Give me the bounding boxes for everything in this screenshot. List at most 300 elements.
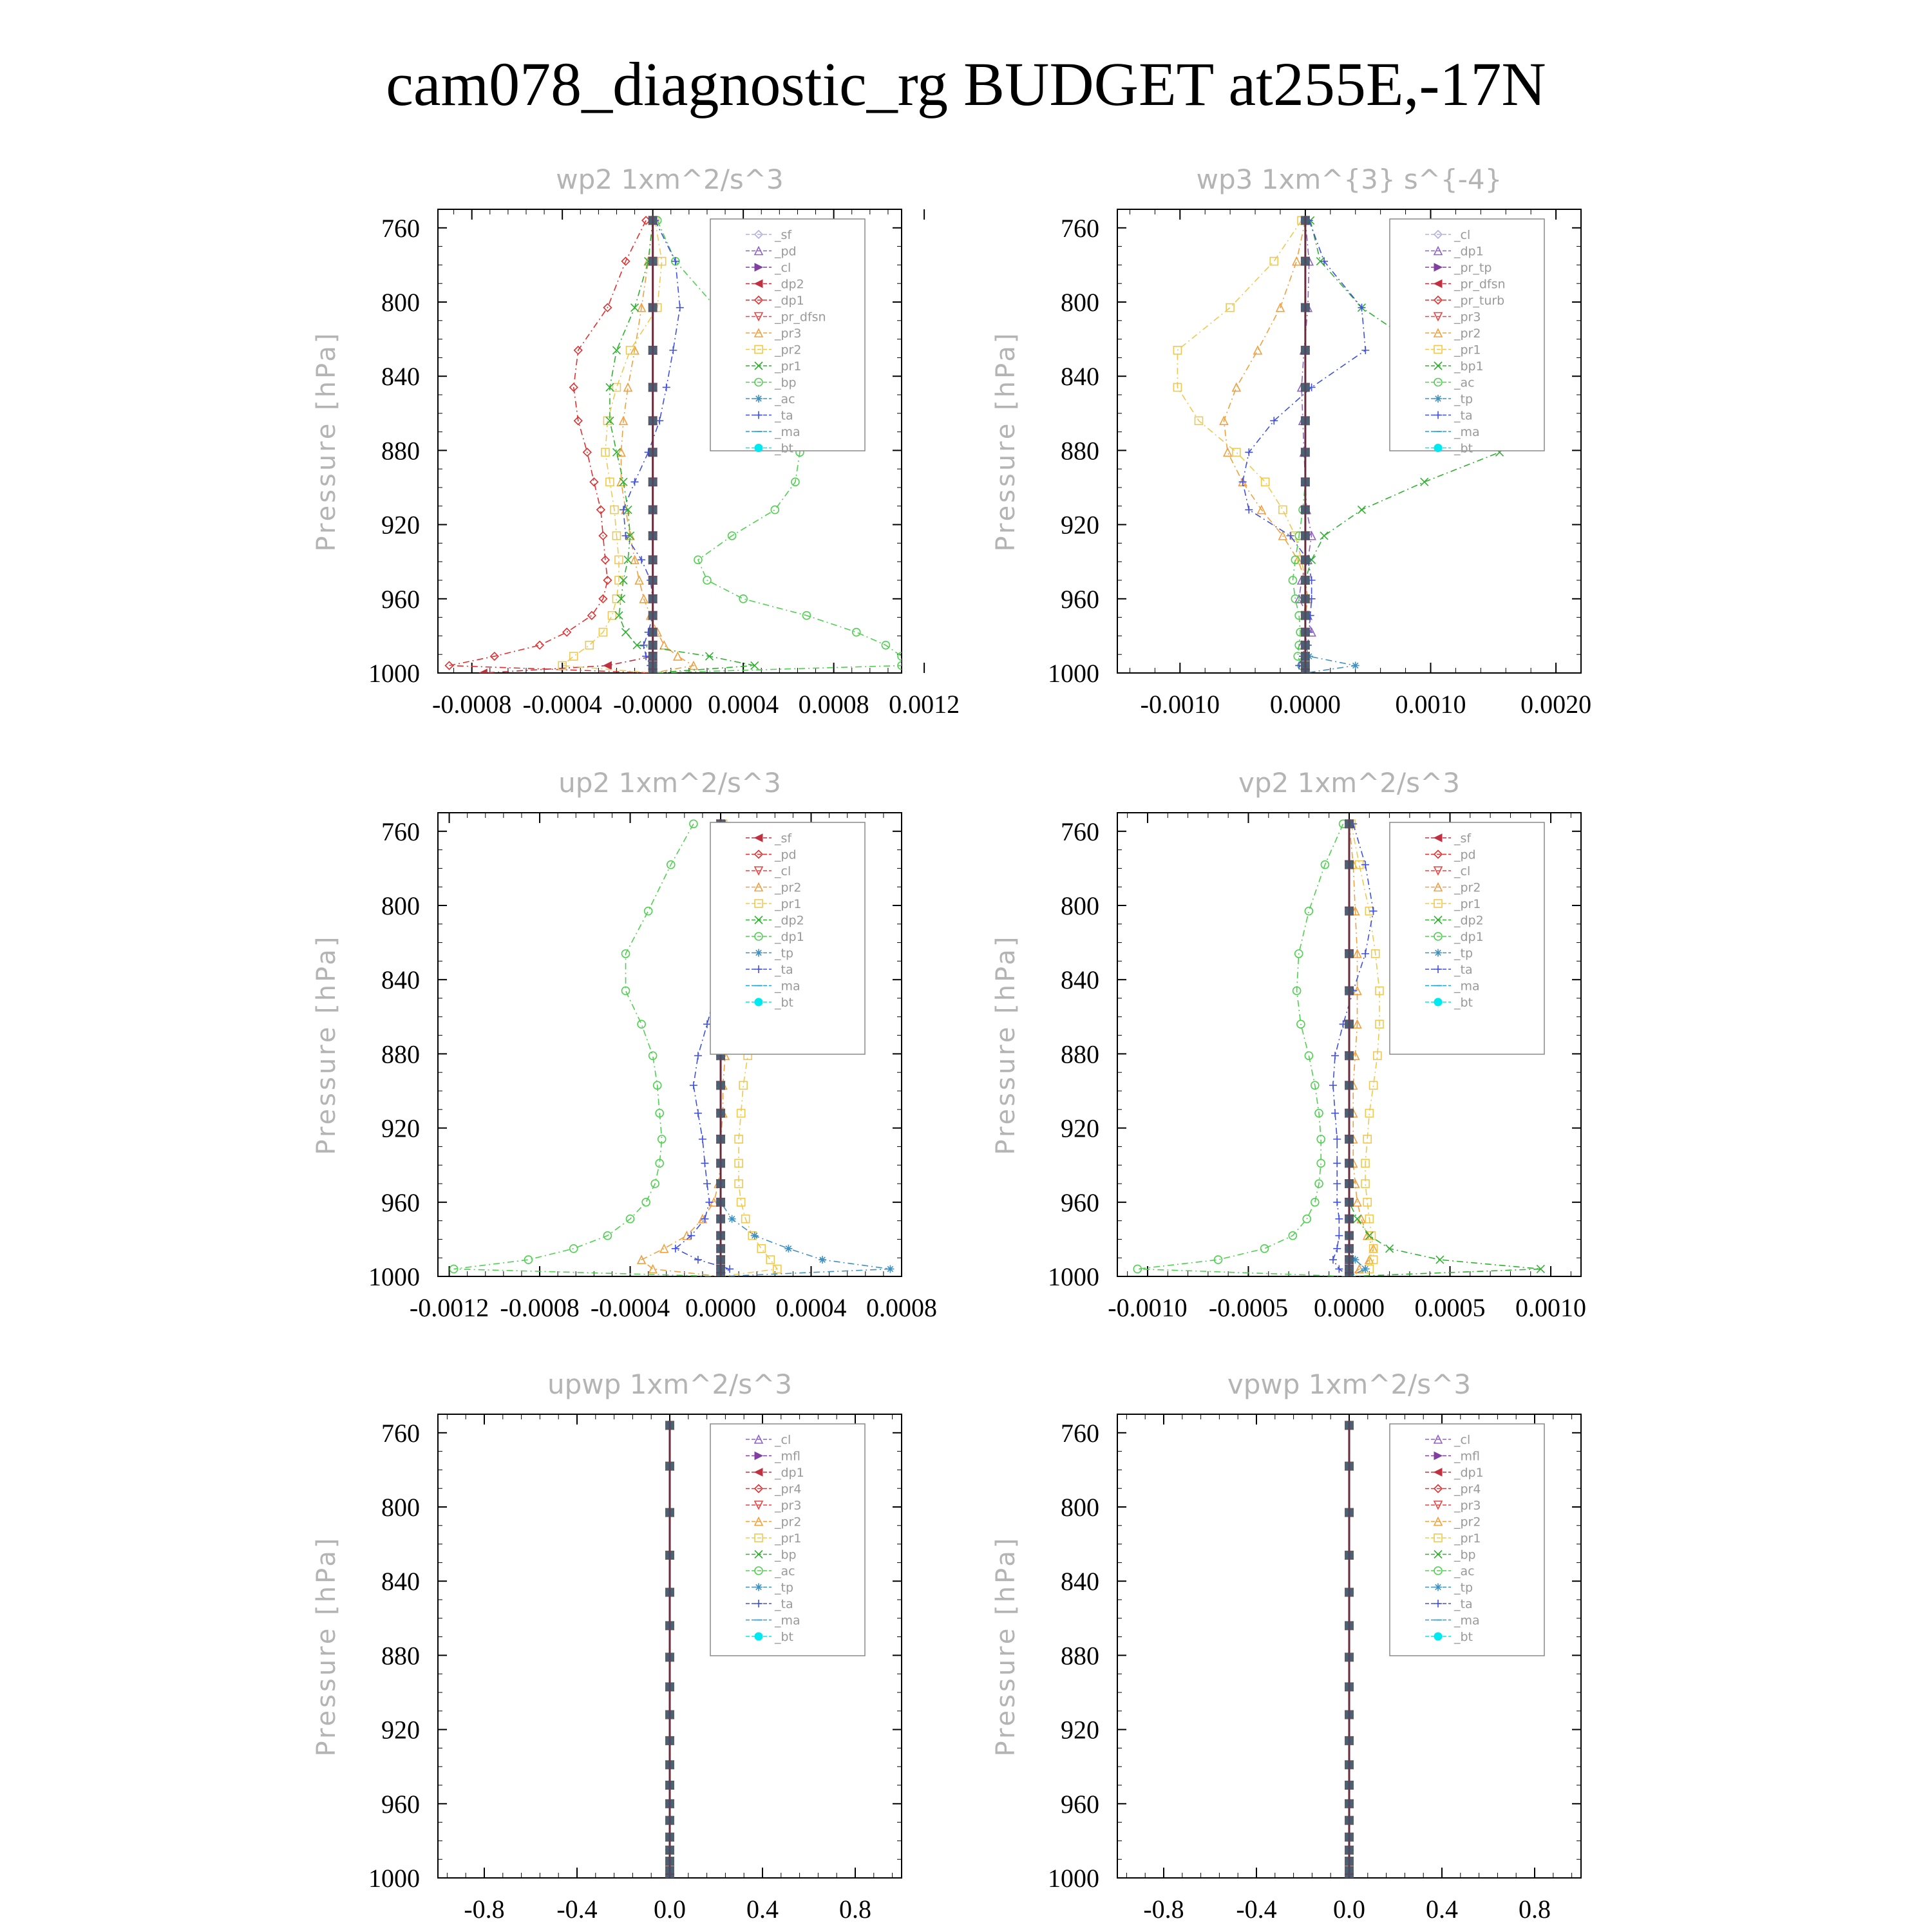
series-line — [1333, 824, 1374, 1276]
stacked-marker — [1345, 1215, 1354, 1224]
stacked-marker — [1345, 1857, 1354, 1866]
x-tick-label: -0.8 — [1143, 1895, 1184, 1924]
stacked-marker — [1345, 819, 1354, 828]
y-tick-label: 840 — [381, 362, 420, 392]
y-tick-label: 840 — [1061, 362, 1099, 392]
legend-label: _sf — [1454, 831, 1472, 846]
data-point — [1386, 1245, 1394, 1253]
data-point — [784, 1245, 792, 1253]
y-tick-label: 760 — [381, 1418, 420, 1448]
zero-line-stack — [649, 216, 658, 677]
legend-label: _bt — [1454, 441, 1473, 456]
data-point — [663, 383, 670, 391]
data-point — [1245, 506, 1253, 514]
data-point — [690, 1081, 697, 1089]
stacked-marker — [1345, 1508, 1354, 1517]
panel-6 — [991, 1368, 1581, 1924]
data-point — [771, 506, 779, 514]
legend-label: _pr_dfsn — [1454, 277, 1506, 292]
x-tick-label: 0.0 — [1333, 1895, 1365, 1924]
x-tick-label: -0.0004 — [522, 690, 602, 719]
data-point — [1370, 1081, 1378, 1089]
series-line — [483, 220, 652, 673]
x-tick-label: -0.0012 — [409, 1293, 489, 1322]
zero-line-stack — [1345, 819, 1354, 1281]
stacked-marker — [1301, 668, 1310, 677]
legend-marker — [1434, 1633, 1442, 1640]
panel-title: wp2 1xm^2/s^3 — [556, 164, 784, 195]
data-point — [1421, 478, 1428, 486]
x-tick-label: 0.0012 — [889, 690, 960, 719]
data-point — [479, 669, 487, 677]
stacked-marker — [1345, 1760, 1354, 1769]
y-tick-label: 920 — [381, 510, 420, 540]
stacked-marker — [716, 1159, 725, 1168]
stacked-marker — [665, 1816, 674, 1825]
stacked-marker — [1345, 1179, 1354, 1188]
stacked-marker — [665, 1587, 674, 1596]
stacked-marker — [1345, 986, 1354, 995]
x-tick-label: 0.4 — [746, 1895, 779, 1924]
panel-5 — [312, 1368, 902, 1924]
x-tick-label: -0.0000 — [612, 690, 693, 719]
series-line — [1177, 220, 1305, 673]
stacked-marker — [1345, 1816, 1354, 1825]
stacked-marker — [716, 1244, 725, 1253]
stacked-marker — [665, 1710, 674, 1719]
legend-label: _pr3 — [775, 1499, 802, 1513]
legend-label: _pr1 — [1454, 897, 1481, 911]
x-tick-label: -0.4 — [1236, 1895, 1277, 1924]
panel-2 — [991, 164, 1591, 719]
stacked-marker — [1301, 628, 1310, 637]
stacked-marker — [1345, 1736, 1354, 1745]
y-tick-label: 840 — [381, 965, 420, 995]
panel-4 — [991, 767, 1586, 1322]
legend-label: _pr3 — [1454, 1499, 1481, 1513]
stacked-marker — [665, 1857, 674, 1866]
data-point — [536, 641, 544, 649]
legend-label: _pr_dfsn — [775, 310, 826, 325]
legend-label: _pr2 — [1454, 1515, 1481, 1530]
y-tick-label: 1000 — [1048, 659, 1099, 688]
stacked-marker — [1345, 1799, 1354, 1808]
legend-label: _bt — [1454, 996, 1473, 1010]
series-pr1 — [1345, 820, 1383, 1280]
stacked-marker — [716, 1109, 725, 1118]
y-tick-label: 960 — [1061, 584, 1099, 614]
stacked-marker — [716, 1198, 725, 1207]
data-point — [638, 1020, 645, 1028]
stacked-marker — [1345, 1462, 1354, 1471]
y-tick-label: 760 — [1061, 213, 1099, 243]
data-point — [1352, 661, 1359, 669]
data-point — [588, 612, 596, 620]
data-point — [1333, 1135, 1341, 1143]
stacked-marker — [649, 555, 658, 564]
stacked-marker — [1345, 1653, 1354, 1662]
y-tick-label: 960 — [381, 1789, 420, 1819]
legend-label: _bt — [775, 441, 794, 456]
legend-label: _pr1 — [775, 897, 802, 911]
legend-label: _ac — [775, 1564, 795, 1578]
y-tick-label: 920 — [381, 1113, 420, 1143]
stacked-marker — [649, 576, 658, 585]
stacked-marker — [665, 1551, 674, 1560]
y-tick-label: 800 — [381, 891, 420, 920]
legend-label: _pr2 — [1454, 880, 1481, 895]
legend-label: _cl — [1454, 228, 1471, 242]
legend-label: _pr3 — [775, 327, 802, 341]
data-point — [728, 1215, 736, 1223]
panel-title: up2 1xm^2/s^3 — [558, 767, 781, 799]
y-tick-label: 760 — [381, 213, 420, 243]
y-tick-label: 960 — [1061, 1789, 1099, 1819]
legend-label: _pr2 — [775, 1515, 802, 1530]
stacked-marker — [649, 477, 658, 486]
series-line — [1349, 824, 1374, 1276]
data-point — [669, 346, 677, 354]
series-line — [454, 824, 721, 1276]
legend-label: _mfl — [1454, 1449, 1480, 1464]
stacked-marker — [649, 652, 658, 661]
data-point — [642, 1198, 650, 1206]
x-tick-label: 0.0010 — [1515, 1293, 1587, 1322]
legend-label: _cl — [1454, 1433, 1471, 1447]
series-line — [450, 220, 653, 673]
y-tick-label: 960 — [381, 584, 420, 614]
y-tick-label: 800 — [1061, 288, 1099, 317]
plot-area — [665, 1421, 674, 1882]
zero-line-stack — [1345, 1421, 1354, 1882]
y-axis-label: Pressure [hPa] — [991, 934, 1021, 1155]
data-point — [636, 576, 643, 584]
stacked-marker — [1301, 506, 1310, 515]
stacked-marker — [1345, 907, 1354, 916]
x-tick-label: 0.0000 — [1314, 1293, 1385, 1322]
series-pr2 — [558, 216, 666, 677]
stacked-marker — [1345, 1846, 1354, 1855]
legend-label: _tp — [1454, 946, 1473, 961]
legend-label: _dp2 — [775, 277, 804, 292]
data-point — [1335, 1232, 1343, 1240]
legend-label: _ta — [775, 963, 793, 977]
legend-label: _ma — [775, 1613, 800, 1628]
legend-label: _pr3 — [1454, 310, 1481, 325]
data-point — [751, 661, 759, 669]
legend-label: _cl — [1454, 864, 1471, 878]
stacked-marker — [649, 628, 658, 637]
figure-title: cam078_diagnostic_rg BUDGET at255E,-17N — [386, 50, 1546, 118]
panel-title: wp3 1xm^{3} s^{-4} — [1196, 164, 1502, 195]
legend-label: _pr2 — [775, 880, 802, 895]
stacked-marker — [716, 1255, 725, 1264]
legend-marker — [755, 444, 762, 452]
legend-marker — [1434, 998, 1442, 1006]
legend-label: _pr_turb — [1454, 294, 1505, 308]
legend-label: _ma — [1454, 979, 1480, 994]
stacked-marker — [716, 1231, 725, 1240]
x-tick-label: -0.0010 — [1108, 1293, 1188, 1322]
x-tick-label: 0.0020 — [1520, 690, 1592, 719]
legend-label: _ma — [775, 425, 800, 439]
stacked-marker — [1345, 1051, 1354, 1060]
x-tick-label: 0.0000 — [1269, 690, 1341, 719]
data-point — [1333, 1245, 1341, 1253]
y-tick-label: 880 — [381, 436, 420, 466]
data-point — [1358, 506, 1365, 514]
legend-label: _ta — [1454, 963, 1473, 977]
stacked-marker — [1301, 477, 1310, 486]
data-point — [622, 629, 630, 636]
stacked-marker — [1301, 346, 1310, 355]
data-point — [631, 304, 639, 312]
legend-label: _ta — [1454, 408, 1473, 423]
data-point — [751, 1232, 759, 1240]
stacked-marker — [1301, 652, 1310, 661]
legend-label: _cl — [775, 864, 791, 878]
legend-label: _pd — [1454, 848, 1476, 862]
legend-label: _pr_tp — [1454, 261, 1492, 275]
stacked-marker — [1345, 1421, 1354, 1430]
stacked-marker — [649, 383, 658, 392]
panel-title: vpwp 1xm^2/s^3 — [1227, 1368, 1472, 1400]
legend-label: _pr2 — [775, 343, 802, 357]
data-point — [660, 641, 668, 649]
legend-marker — [1434, 395, 1442, 402]
y-tick-label: 920 — [1061, 1113, 1099, 1143]
x-tick-label: 0.8 — [1519, 1895, 1551, 1924]
data-point — [886, 1265, 894, 1273]
zero-line-stack — [665, 1421, 674, 1882]
y-tick-label: 840 — [381, 1567, 420, 1596]
stacked-marker — [1345, 1272, 1354, 1281]
legend-marker — [755, 395, 762, 402]
data-point — [853, 629, 860, 636]
series-dp1 — [446, 216, 657, 677]
legend-label: _tp — [1454, 1580, 1473, 1595]
stacked-marker — [1345, 1682, 1354, 1691]
series-ta — [620, 216, 684, 677]
stacked-marker — [665, 1833, 674, 1842]
data-point — [622, 532, 630, 540]
data-point — [645, 907, 652, 915]
series-line — [1224, 220, 1307, 673]
legend-label: _dp2 — [775, 913, 804, 928]
legend-label: _pr1 — [775, 359, 802, 374]
series-dp2 — [479, 216, 656, 677]
y-tick-label: 1000 — [368, 659, 420, 688]
series-pr1 — [1173, 216, 1309, 677]
data-point — [660, 1245, 668, 1253]
x-tick-label: -0.8 — [464, 1895, 505, 1924]
legend-marker — [1434, 444, 1442, 452]
y-tick-label: 760 — [1061, 817, 1099, 846]
legend-label: _pr4 — [1454, 1482, 1481, 1497]
legend-label: _dp1 — [1454, 244, 1484, 259]
x-tick-label: 0.0004 — [775, 1293, 847, 1322]
stacked-marker — [665, 1682, 674, 1691]
data-point — [640, 641, 648, 649]
data-point — [612, 595, 620, 603]
data-point — [1254, 346, 1262, 354]
data-point — [1333, 1198, 1341, 1206]
data-point — [1293, 258, 1300, 265]
panel-3 — [312, 767, 937, 1322]
stacked-marker — [649, 346, 658, 355]
stacked-marker — [1301, 383, 1310, 392]
legend-label: _tp — [1454, 392, 1473, 406]
x-tick-label: 0.4 — [1426, 1895, 1458, 1924]
data-point — [674, 652, 681, 660]
legend-label: _mfl — [775, 1449, 800, 1464]
data-point — [694, 1052, 702, 1059]
stacked-marker — [1345, 1551, 1354, 1560]
legend-label: _pr4 — [775, 1482, 802, 1497]
data-point — [1279, 506, 1287, 514]
data-point — [590, 478, 598, 486]
stacked-marker — [1345, 1833, 1354, 1842]
data-point — [1239, 478, 1247, 486]
series-line — [562, 220, 662, 673]
x-tick-label: -0.0004 — [590, 1293, 670, 1322]
y-tick-label: 880 — [1061, 1039, 1099, 1069]
stacked-marker — [1301, 594, 1310, 603]
x-tick-label: -0.0008 — [432, 690, 512, 719]
panel-title: vp2 1xm^2/s^3 — [1238, 767, 1460, 799]
x-tick-label: -0.0005 — [1208, 1293, 1289, 1322]
stacked-marker — [1301, 531, 1310, 540]
stacked-marker — [649, 594, 658, 603]
stacked-marker — [1345, 1710, 1354, 1719]
stacked-marker — [1301, 416, 1310, 425]
stacked-marker — [665, 1621, 674, 1630]
y-tick-label: 800 — [381, 1493, 420, 1522]
stacked-marker — [665, 1846, 674, 1855]
y-tick-label: 880 — [1061, 1641, 1099, 1671]
data-point — [1354, 1215, 1361, 1223]
legend-label: _pr2 — [1454, 327, 1481, 341]
data-point — [1365, 1232, 1373, 1240]
legend-label: _bp — [775, 375, 797, 390]
stacked-marker — [665, 1781, 674, 1790]
series-line — [621, 220, 693, 673]
y-tick-label: 920 — [1061, 1715, 1099, 1745]
stacked-marker — [1345, 1159, 1354, 1168]
y-tick-label: 880 — [381, 1641, 420, 1671]
legend — [1390, 822, 1544, 1054]
y-tick-label: 960 — [381, 1188, 420, 1217]
legend — [710, 1424, 865, 1656]
series-line — [1137, 824, 1349, 1276]
data-point — [676, 304, 684, 312]
stacked-marker — [1345, 949, 1354, 958]
plot-area — [1345, 1421, 1354, 1882]
x-tick-label: 0.0005 — [1414, 1293, 1486, 1322]
y-tick-label: 800 — [1061, 1493, 1099, 1522]
stacked-marker — [1301, 611, 1310, 620]
legend-label: _dp1 — [1454, 1466, 1484, 1480]
stacked-marker — [665, 1653, 674, 1662]
legend-label: _bp — [1454, 1548, 1476, 1562]
series-line — [623, 220, 680, 673]
data-point — [638, 556, 645, 564]
x-tick-label: -0.0008 — [500, 1293, 580, 1322]
stacked-marker — [1345, 1255, 1354, 1264]
legend-label: _ac — [1454, 1564, 1475, 1578]
legend — [710, 219, 865, 456]
data-point — [1287, 532, 1294, 540]
stacked-marker — [716, 1081, 725, 1090]
legend-label: _dp1 — [1454, 930, 1484, 944]
y-tick-label: 880 — [381, 1039, 420, 1069]
stacked-marker — [1301, 448, 1310, 457]
legend-label: _cl — [775, 261, 791, 275]
legend-label: _ac — [775, 392, 795, 406]
data-point — [612, 383, 620, 391]
stacked-marker — [1345, 860, 1354, 869]
y-tick-label: 920 — [1061, 510, 1099, 540]
legend-label: _ma — [1454, 1613, 1480, 1628]
data-point — [1361, 1265, 1369, 1273]
stacked-marker — [1345, 1198, 1354, 1207]
x-tick-label: 0.0008 — [866, 1293, 937, 1322]
series-pr3 — [617, 216, 697, 677]
y-tick-label: 840 — [1061, 1567, 1099, 1596]
y-axis-label: Pressure [hPa] — [312, 934, 341, 1155]
y-tick-label: 800 — [1061, 891, 1099, 920]
stacked-marker — [716, 1179, 725, 1188]
stacked-marker — [649, 611, 658, 620]
legend-label: _pr1 — [1454, 1531, 1481, 1546]
stacked-marker — [1301, 257, 1310, 266]
data-point — [1361, 861, 1369, 869]
y-tick-label: 960 — [1061, 1188, 1099, 1217]
x-tick-label: 0.8 — [839, 1895, 871, 1924]
data-point — [570, 1245, 578, 1253]
data-point — [1317, 1159, 1325, 1167]
stacked-marker — [665, 1421, 674, 1430]
data-point — [1361, 950, 1369, 958]
data-point — [694, 1110, 702, 1117]
y-tick-label: 920 — [381, 1715, 420, 1745]
series-line — [1349, 824, 1365, 1276]
data-point — [701, 1159, 708, 1167]
legend-label: _dp2 — [1454, 913, 1484, 928]
legend-label: _bp1 — [1454, 359, 1484, 374]
stacked-marker — [665, 1799, 674, 1808]
data-point — [603, 661, 611, 669]
legend-marker — [755, 1633, 762, 1640]
stacked-marker — [1301, 555, 1310, 564]
data-point — [1329, 1256, 1337, 1264]
legend-label: _pd — [775, 244, 797, 259]
legend-label: _cl — [775, 1433, 791, 1447]
series-pr2 — [1220, 216, 1311, 677]
series-tp — [1302, 216, 1359, 677]
legend-label: _ma — [1454, 425, 1480, 439]
series-line — [1349, 824, 1379, 1276]
stacked-marker — [665, 1736, 674, 1745]
x-tick-label: 0.0010 — [1395, 690, 1466, 719]
y-tick-label: 760 — [381, 817, 420, 846]
legend-label: _ta — [1454, 1597, 1473, 1611]
legend-marker — [1434, 949, 1442, 957]
legend-label: _pd — [775, 848, 797, 862]
series-dp1 — [1133, 820, 1353, 1280]
stacked-marker — [665, 1508, 674, 1517]
y-axis-label: Pressure [hPa] — [312, 1535, 341, 1757]
